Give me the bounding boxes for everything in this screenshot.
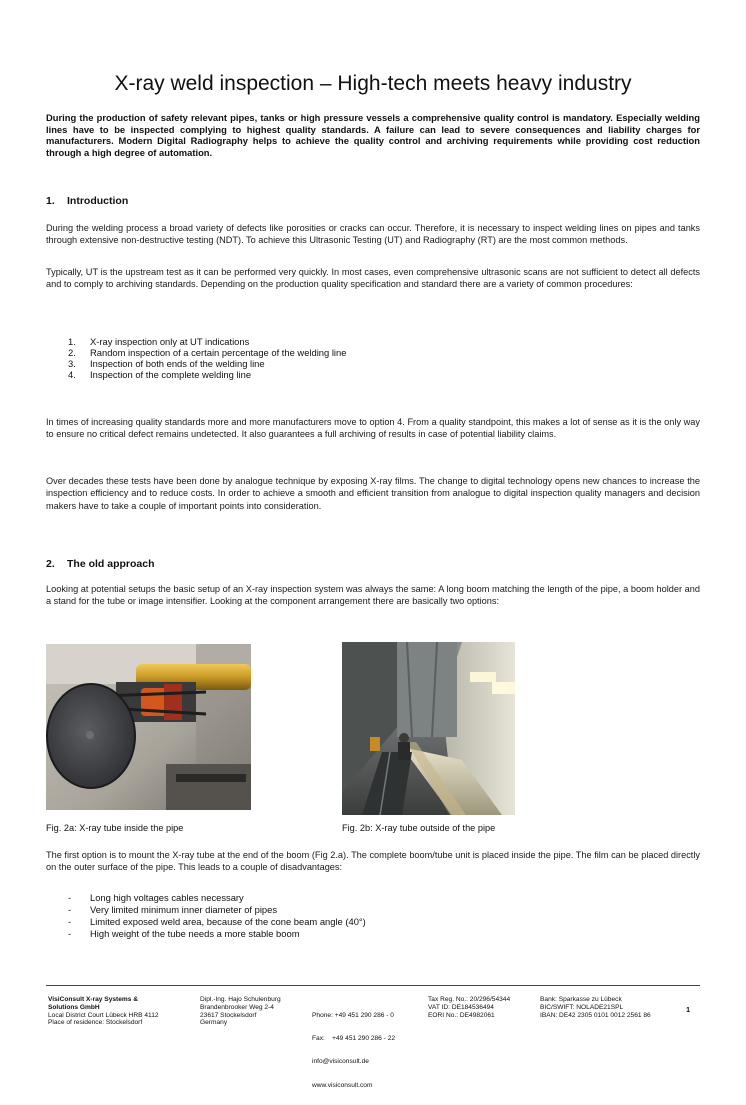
old-approach-paragraph-1: Looking at potential setups the basic setup of an X-ray inspection system was always the same: A long boom matching the length of the pipe, a boom holder and a stand for the tube or image intensifier. Looking at the component arrangement there are basically two options: — [46, 584, 700, 607]
footer-divider — [46, 985, 700, 986]
footer-address: Dipl.-Ing. Hajo Schulenburg Brandenbrooker Weg 2-4 23617 Stockelsdorf Germany — [200, 996, 281, 1027]
intro-paragraph-4: Over decades these tests have been done by analogue technique by exposing X-ray films. The change to digital technology opens new chances to increase the inspection efficiency and to reduce costs. In order to achieve a smooth and efficient transition from analogue to digital inspection quality managers and decision makers have to take a couple of important points into consideration. — [46, 476, 700, 511]
list-item: 3. Inspection of both ends of the welding line — [68, 358, 265, 369]
list-item: - Long high voltages cables necessary — [68, 892, 244, 903]
list-item: - Very limited minimum inner diameter of pipes — [68, 904, 278, 915]
section-1-heading — [46, 195, 128, 208]
disadvantages-list — [68, 892, 366, 940]
footer-contact: Phone: +49 451 290 286 - 0 Fax: +49 451 290 286 - 22 info@visiconsult.de www.visiconsult.com — [312, 1011, 396, 1089]
footer-bank: Bank: Sparkasse zu Lübeck BIC/SWIFT: NOLADE21SPL IBAN: DE42 2305 0101 0012 2561 86 — [540, 996, 651, 1019]
procedures-list — [68, 336, 346, 380]
section-2-heading — [46, 558, 155, 571]
figure-2b-caption: Fig. 2b: X-ray tube outside of the pipe — [342, 823, 496, 833]
xray-tube-inside-pipe-image — [46, 644, 251, 810]
section-2-title: The old approach — [67, 558, 155, 570]
intro-paragraph-3: In times of increasing quality standards more and more manufacturers move to option 4. From a quality standpoint, this makes a lot of sense as it is the only way to ensure no critical defect remains undetected. It also guarantees a full archiving of results in case of potential liability claims. — [46, 417, 700, 440]
intro-paragraph-2: Typically, UT is the upstream test as it can be performed very quickly. In most cases, even comprehensive ultrasonic scans are not sufficient to detect all defects and to comply to archiving standards. Depending on the production quality specification and standard there are a variety of common procedures: — [46, 267, 700, 290]
old-approach-paragraph-2: The first option is to mount the X-ray tube at the end of the boom (Fig 2.a). The complete boom/tube unit is placed inside the pipe. The film can be placed directly on the outer surface of the pipe. This leads to a couple of disadvantages: — [46, 850, 700, 873]
list-item: 1. X-ray inspection only at UT indications — [68, 336, 250, 347]
figure-2b-photo — [342, 642, 515, 815]
list-item: - High weight of the tube needs a more stable boom — [68, 928, 300, 939]
intro-paragraph-1: During the welding process a broad variety of defects like porosities or cracks can occur. Therefore, it is necessary to inspect welding lines on pipes and tanks through extensive non-destructive testing (NDT). To achieve this Ultrasonic Testing (UT) and Radiography (RT) are the most common methods. — [46, 223, 700, 246]
footer-tax: Tax Reg. No.: 20/296/54344 VAT ID: DE184536494 EORI No.: DE4982061 — [428, 996, 511, 1019]
footer-company: VisiConsult X-ray Systems & Solutions GmbH Local District Court Lübeck HRB 4112 Place of residence: Stockelsdorf — [48, 996, 159, 1027]
email-link[interactable]: info@visiconsult.de — [312, 1058, 369, 1066]
abstract: During the production of safety relevant pipes, tanks or high pressure vessels a comprehensive quality control is mandatory. Especially welding lines have to be inspected complying to highest quality standards. A failure can lead to severe consequences and liability charges for manufacturers. Modern Digital Radiography helps to achieve the quality control and archiving requirements while providing cost reduction through a high degree of automation. — [46, 112, 700, 158]
page-number: 1 — [686, 1005, 691, 1014]
section-1-number: 1. — [46, 195, 55, 207]
section-1-title: Introduction — [67, 195, 129, 207]
figure-2a-caption: Fig. 2a: X-ray tube inside the pipe — [46, 823, 184, 833]
document-title: X-ray weld inspection – High-tech meets heavy industry — [114, 72, 632, 95]
figure-2a-photo — [46, 644, 251, 810]
website-link[interactable]: www.visiconsult.com — [312, 1081, 373, 1089]
list-item: 4. Inspection of the complete welding line — [68, 369, 252, 380]
list-item: - Limited exposed weld area, because of the cone beam angle (40°) — [68, 916, 366, 927]
xray-tube-outside-pipe-image — [342, 642, 515, 815]
section-2-number: 2. — [46, 558, 55, 570]
list-item: 2. Random inspection of a certain percentage of the welding line — [68, 347, 347, 358]
